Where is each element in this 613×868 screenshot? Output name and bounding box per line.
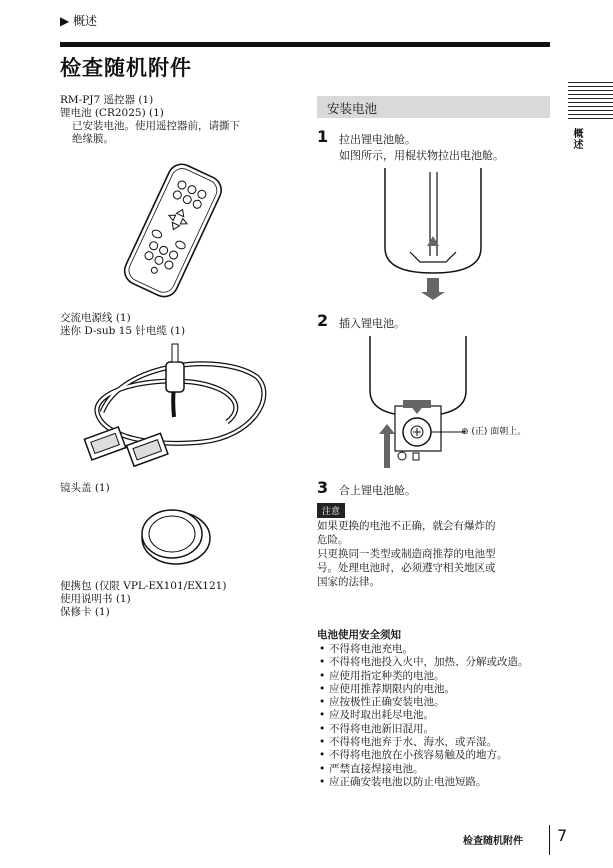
step-3-number: 3 [317,478,329,497]
footer-section-label: 检查随机附件 [463,836,523,847]
list-item: • 应使用指定种类的电池。 [317,670,557,683]
accessory-item: 镜头盖 (1) [60,482,110,494]
accessory-item: 保修卡 (1) [60,606,110,618]
accessory-item: 迷你 D-sub 15 针电缆 (1) [60,325,186,337]
remote-control-illustration [110,160,235,300]
step-2-number: 2 [317,311,329,330]
header-rule [60,42,550,47]
list-item: • 不得将电池新旧混用。 [317,723,557,736]
list-item: • 应及时取出耗尽电池。 [317,709,557,722]
step-1-subtext: 如图所示，用棍状物拉出电池舱。 [339,149,504,162]
insert-battery-illustration [365,336,475,474]
list-item: • 不得将电池投入火中，加热、分解或改造。 [317,656,557,669]
caution-line: 号。处理电池时，必须遵守相关地区或 [317,562,496,574]
accessory-note: 已安装电池。使用遥控器前，请撕下 [72,120,240,132]
list-item: • 不得将电池弃于水、海水，或弄湿。 [317,736,557,749]
safety-list [317,643,557,789]
polarity-label: ⊕ (正) 面朝上。 [461,427,527,437]
accessory-item: RM-PJ7 遥控器 (1) [60,94,154,106]
step-3-text: 合上锂电池舱。 [339,484,416,497]
accessory-group-1 [60,94,300,146]
side-tab-lines [568,82,613,122]
list-item: • 不得将电池充电。 [317,643,557,656]
accessory-group-3 [60,482,110,495]
accessory-item: 便携包 (仅限 VPL-EX101/EX121) [60,580,227,592]
pull-out-battery-illustration [380,168,490,303]
step-2-text: 插入锂电池。 [339,317,405,330]
caution-line: 只更换同一类型或制造商推荐的电池型 [317,548,496,560]
list-item: • 不得将电池放在小孩容易触及的地方。 [317,749,557,762]
list-item: • 应使用推荐期限内的电池。 [317,683,557,696]
list-item: • 应正确安装电池以防止电池短路。 [317,776,557,789]
caution-line: 如果更换的电池不正确，就会有爆炸的 [317,520,496,532]
accessory-group-4 [60,580,305,619]
footer-divider [549,825,550,855]
section-title: 安装电池 [327,101,378,116]
caution-text [317,519,562,589]
accessory-group-2 [60,312,300,338]
caution-line: 危险。 [317,534,349,546]
page-title: 检查随机附件 [60,56,192,80]
list-item: • 严禁直接焊接电池。 [317,763,557,776]
accessory-note: 绝缘膜。 [72,133,114,145]
page-number: 7 [557,826,568,845]
side-tab-label: 概述 [571,128,582,150]
accessory-item: 使用说明书 (1) [60,593,131,605]
lens-cap-illustration [138,504,214,566]
breadcrumb: ▶ 概述 [60,14,98,28]
step-1-text: 拉出锂电池舱。 [339,133,416,146]
cable-illustration [62,342,282,472]
step-1-number: 1 [317,127,329,146]
caution-badge: 注意 [317,503,345,518]
caution-line: 国家的法律。 [317,576,380,588]
accessory-item: 锂电池 (CR2025) (1) [60,107,164,119]
safety-heading: 电池使用安全须知 [317,629,401,641]
accessory-item: 交流电源线 (1) [60,312,131,324]
list-item: • 应按极性正确安装电池。 [317,696,557,709]
